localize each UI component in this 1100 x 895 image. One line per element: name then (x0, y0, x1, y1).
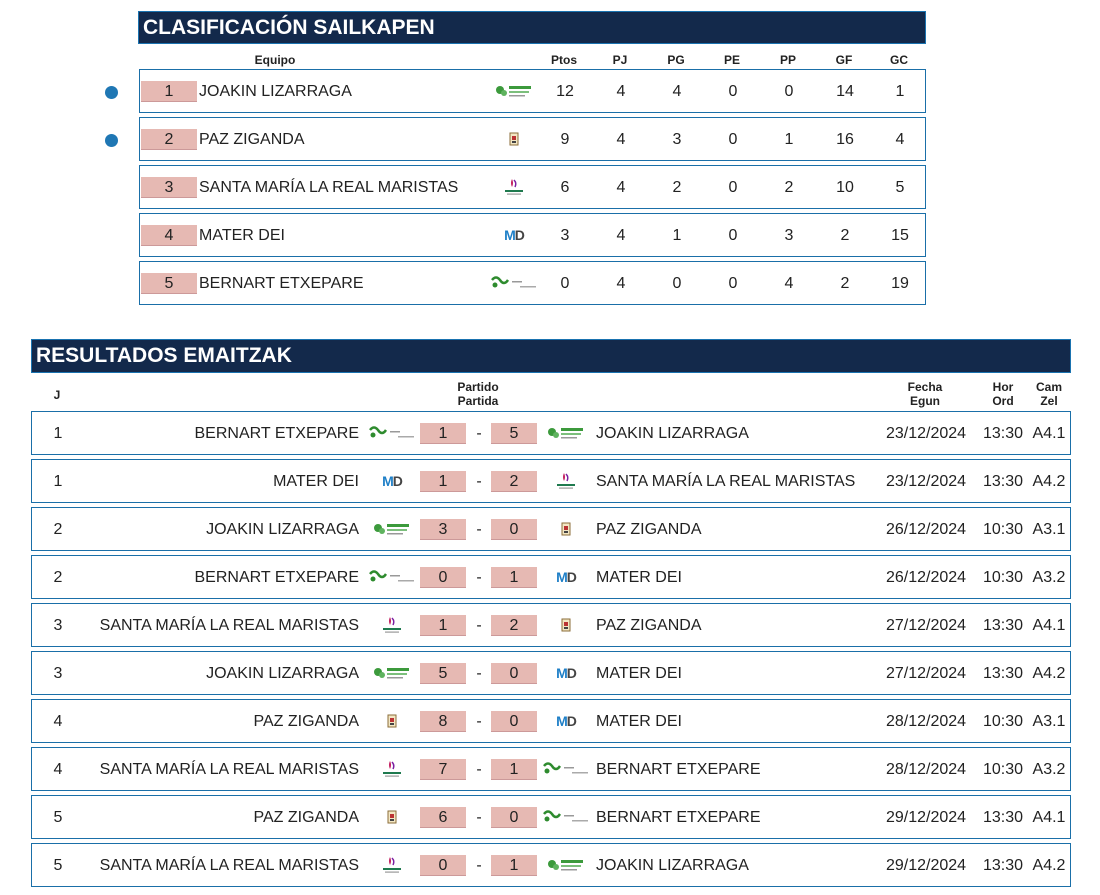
col-pp: PP (779, 53, 796, 67)
match-field: A3.2 (1032, 569, 1066, 586)
match-field: A4.1 (1032, 425, 1066, 442)
col-field-eu: Zel (1040, 394, 1058, 408)
score-separator: - (476, 809, 482, 826)
home-team: SANTA MARÍA LA REAL MARISTAS (99, 761, 359, 778)
score-separator: - (476, 521, 482, 538)
home-score: 0 (420, 855, 466, 876)
score-separator: - (476, 473, 482, 490)
score-separator: - (476, 425, 482, 442)
score-separator: - (476, 713, 482, 730)
qualified-dot-icon (105, 86, 118, 99)
standings-row[interactable] (139, 213, 926, 257)
away-score: 0 (491, 663, 537, 684)
home-score: 1 (420, 615, 466, 636)
stat-pts: 6 (560, 179, 570, 196)
col-field-es: Cam (1035, 380, 1062, 394)
team-name: PAZ ZIGANDA (199, 131, 305, 148)
home-logo-icon (364, 757, 420, 781)
away-score: 0 (491, 711, 537, 732)
standings-row[interactable] (139, 261, 926, 305)
matchday: 1 (53, 473, 63, 490)
match-date: 26/12/2024 (885, 521, 967, 538)
match-date: 23/12/2024 (885, 425, 967, 442)
home-score: 1 (420, 471, 466, 492)
away-team: SANTA MARÍA LA REAL MARISTAS (596, 473, 856, 490)
match-date: 29/12/2024 (885, 857, 967, 874)
stat-pg: 0 (672, 275, 682, 292)
position-badge: 2 (141, 129, 197, 150)
stat-pj: 4 (616, 275, 626, 292)
col-gc: GC (890, 53, 908, 67)
match-hour: 13:30 (982, 665, 1024, 682)
home-logo-icon (364, 613, 420, 637)
standings-row[interactable] (139, 69, 926, 113)
stat-pg: 2 (672, 179, 682, 196)
stat-pts: 0 (560, 275, 570, 292)
col-gf: GF (835, 53, 853, 67)
away-team: MATER DEI (596, 665, 682, 682)
match-hour: 13:30 (982, 425, 1024, 442)
away-team: BERNART ETXEPARE (596, 761, 761, 778)
match-field: A3.2 (1032, 761, 1066, 778)
standings-row[interactable] (139, 165, 926, 209)
home-logo-icon (364, 565, 420, 589)
stat-gf: 2 (840, 227, 850, 244)
team-name: JOAKIN LIZARRAGA (199, 83, 352, 100)
matchday: 5 (53, 857, 63, 874)
match-row[interactable] (31, 699, 1071, 743)
home-logo-icon (364, 517, 420, 541)
match-hour: 13:30 (982, 857, 1024, 874)
col-date-eu: Egun (910, 394, 940, 408)
away-logo-icon: MD (556, 569, 576, 585)
stat-pp: 1 (784, 131, 794, 148)
score-separator: - (476, 857, 482, 874)
stat-pts: 9 (560, 131, 570, 148)
home-score: 3 (420, 519, 466, 540)
match-date: 26/12/2024 (885, 569, 967, 586)
team-logo-icon (490, 79, 538, 103)
stat-pe: 0 (728, 83, 738, 100)
col-date-es: Fecha (907, 380, 943, 394)
match-row[interactable] (31, 795, 1071, 839)
match-hour: 13:30 (982, 809, 1024, 826)
matchday: 3 (53, 617, 63, 634)
team-name: MATER DEI (199, 227, 285, 244)
match-hour: 13:30 (982, 617, 1024, 634)
away-score: 1 (491, 855, 537, 876)
match-row[interactable] (31, 459, 1071, 503)
away-score: 5 (491, 423, 537, 444)
home-score: 1 (420, 423, 466, 444)
col-field (1029, 380, 1069, 408)
home-score: 5 (420, 663, 466, 684)
stat-pe: 0 (728, 179, 738, 196)
match-date: 28/12/2024 (885, 761, 967, 778)
home-team: PAZ ZIGANDA (253, 713, 359, 730)
match-hour: 10:30 (982, 521, 1024, 538)
score-separator: - (476, 617, 482, 634)
stat-gc: 15 (891, 227, 909, 244)
match-date: 29/12/2024 (885, 809, 967, 826)
score-separator: - (476, 761, 482, 778)
match-row[interactable] (31, 603, 1071, 647)
position-badge: 4 (141, 225, 197, 246)
away-score: 0 (491, 519, 537, 540)
home-score: 6 (420, 807, 466, 828)
matchday: 1 (53, 425, 63, 442)
match-date: 28/12/2024 (885, 713, 967, 730)
match-hour: 13:30 (982, 473, 1024, 490)
home-team: SANTA MARÍA LA REAL MARISTAS (99, 857, 359, 874)
stat-pj: 4 (616, 179, 626, 196)
col-hour-es: Hor (992, 380, 1014, 394)
away-logo-icon (538, 613, 594, 637)
col-date (885, 380, 965, 408)
home-team: BERNART ETXEPARE (194, 425, 359, 442)
matchday: 3 (53, 665, 63, 682)
match-field: A4.2 (1032, 473, 1066, 490)
home-logo-icon (364, 709, 420, 733)
stat-gf: 2 (840, 275, 850, 292)
position-badge: 1 (141, 81, 197, 102)
match-field: A4.1 (1032, 809, 1066, 826)
home-team: JOAKIN LIZARRAGA (206, 521, 359, 538)
match-field: A4.2 (1032, 857, 1066, 874)
home-team: SANTA MARÍA LA REAL MARISTAS (99, 617, 359, 634)
match-date: 27/12/2024 (885, 617, 967, 634)
home-score: 8 (420, 711, 466, 732)
score-separator: - (476, 569, 482, 586)
team-logo-icon: MD (504, 227, 524, 243)
stat-pp: 4 (784, 275, 794, 292)
col-team: Equipo (254, 53, 296, 67)
team-name: SANTA MARÍA LA REAL MARISTAS (199, 179, 459, 196)
away-logo-icon: MD (556, 665, 576, 681)
stat-gc: 1 (895, 83, 905, 100)
away-team: PAZ ZIGANDA (596, 521, 702, 538)
home-logo-icon (364, 805, 420, 829)
stat-gf: 14 (836, 83, 854, 100)
qualified-dot-icon (105, 134, 118, 147)
stat-pg: 1 (672, 227, 682, 244)
match-hour: 10:30 (982, 713, 1024, 730)
col-pg: PG (667, 53, 685, 67)
away-score: 0 (491, 807, 537, 828)
away-logo-icon: MD (556, 713, 576, 729)
home-logo-icon (364, 421, 420, 445)
standings-row[interactable] (139, 117, 926, 161)
stat-gc: 4 (895, 131, 905, 148)
away-team: MATER DEI (596, 569, 682, 586)
stat-pts: 12 (556, 83, 574, 100)
stat-gc: 5 (895, 179, 905, 196)
home-logo-icon (364, 661, 420, 685)
match-date: 27/12/2024 (885, 665, 967, 682)
match-date: 23/12/2024 (885, 473, 967, 490)
stat-gf: 10 (836, 179, 854, 196)
match-row[interactable] (31, 507, 1071, 551)
away-team: JOAKIN LIZARRAGA (596, 857, 749, 874)
match-field: A3.1 (1032, 521, 1066, 538)
col-pe: PE (723, 53, 740, 67)
away-score: 1 (491, 567, 537, 588)
match-hour: 10:30 (982, 761, 1024, 778)
away-logo-icon (538, 421, 594, 445)
match-row[interactable] (31, 747, 1071, 791)
home-team: MATER DEI (273, 473, 359, 490)
team-logo-icon (490, 127, 538, 151)
col-match-eu: Partida (457, 394, 499, 408)
home-logo-icon (364, 853, 420, 877)
matchday: 4 (53, 713, 63, 730)
stat-pj: 4 (616, 227, 626, 244)
home-logo-icon: MD (382, 473, 402, 489)
away-score: 1 (491, 759, 537, 780)
match-field: A4.2 (1032, 665, 1066, 682)
matchday: 2 (53, 521, 63, 538)
team-name: BERNART ETXEPARE (199, 275, 364, 292)
stat-pg: 3 (672, 131, 682, 148)
match-field: A4.1 (1032, 617, 1066, 634)
score-separator: - (476, 665, 482, 682)
away-logo-icon (538, 757, 594, 781)
away-score: 2 (491, 471, 537, 492)
standings-header (0, 53, 1100, 67)
team-logo-icon (490, 175, 538, 199)
stat-pe: 0 (728, 227, 738, 244)
away-team: MATER DEI (596, 713, 682, 730)
home-team: JOAKIN LIZARRAGA (206, 665, 359, 682)
match-hour: 10:30 (982, 569, 1024, 586)
stat-pe: 0 (728, 275, 738, 292)
results-header (0, 380, 1100, 410)
position-badge: 3 (141, 177, 197, 198)
away-logo-icon (538, 517, 594, 541)
away-logo-icon (538, 469, 594, 493)
match-row[interactable] (31, 411, 1071, 455)
match-field: A3.1 (1032, 713, 1066, 730)
col-hour (978, 380, 1028, 408)
team-logo-icon (490, 271, 538, 295)
away-team: JOAKIN LIZARRAGA (596, 425, 749, 442)
results-title: RESULTADOS EMAITZAK (31, 339, 1071, 373)
home-score: 7 (420, 759, 466, 780)
away-team: BERNART ETXEPARE (596, 809, 761, 826)
home-score: 0 (420, 567, 466, 588)
match-row[interactable] (31, 555, 1071, 599)
standings-title: CLASIFICACIÓN SAILKAPEN (138, 11, 926, 44)
match-row[interactable] (31, 651, 1071, 695)
position-badge: 5 (141, 273, 197, 294)
stat-gf: 16 (836, 131, 854, 148)
away-logo-icon (538, 805, 594, 829)
away-score: 2 (491, 615, 537, 636)
col-pj: PJ (612, 53, 628, 67)
match-row[interactable] (31, 843, 1071, 887)
col-j: J (53, 388, 61, 402)
stat-pts: 3 (560, 227, 570, 244)
home-team: BERNART ETXEPARE (194, 569, 359, 586)
stat-pp: 2 (784, 179, 794, 196)
col-hour-eu: Ord (992, 394, 1014, 408)
stat-pp: 0 (784, 83, 794, 100)
matchday: 5 (53, 809, 63, 826)
stat-gc: 19 (891, 275, 909, 292)
home-team: PAZ ZIGANDA (253, 809, 359, 826)
matchday: 2 (53, 569, 63, 586)
col-pts: Ptos (550, 53, 577, 67)
col-match (438, 380, 518, 408)
away-team: PAZ ZIGANDA (596, 617, 702, 634)
away-logo-icon (538, 853, 594, 877)
stat-pp: 3 (784, 227, 794, 244)
stat-pj: 4 (616, 131, 626, 148)
stat-pg: 4 (672, 83, 682, 100)
stat-pj: 4 (616, 83, 626, 100)
matchday: 4 (53, 761, 63, 778)
stat-pe: 0 (728, 131, 738, 148)
col-match-es: Partido (457, 380, 499, 394)
